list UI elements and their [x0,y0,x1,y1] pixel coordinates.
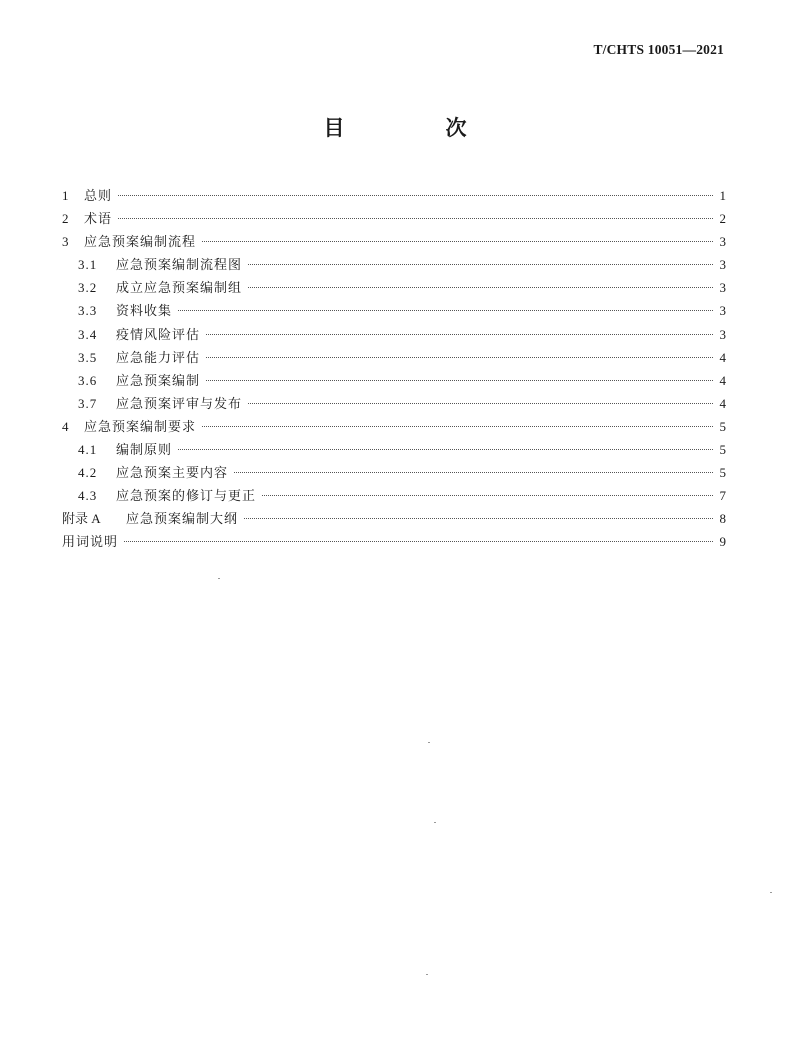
toc-entry-page: 3 [719,326,726,342]
toc-entry-title: 成立应急预案编制组 [116,281,243,297]
toc-entry-number: 3.3 [78,303,98,319]
toc-leader-dots [248,403,713,404]
toc-leader-dots [248,287,713,288]
toc-entry[interactable] [62,207,726,230]
toc-entry-page: 3 [719,303,726,319]
toc-entry-title: 应急预案编制 [116,373,201,389]
toc-entry-page: 5 [719,442,726,458]
toc-leader-dots [206,357,713,358]
toc-entry-title: 应急预案编制要求 [84,419,197,435]
toc-entry-page: 4 [719,349,726,365]
toc-leader-dots [178,449,713,450]
toc-entry-title: 术语 [84,212,113,228]
toc-entry-number: 3.7 [78,395,98,411]
table-of-contents [62,184,726,554]
document-code: T/CHTS 10051—2021 [593,42,724,57]
toc-leader-dots [206,334,713,335]
toc-entry-page: 2 [719,211,726,227]
toc-leader-dots [118,195,713,196]
toc-entry-number: 3.1 [78,257,98,273]
toc-entry-title: 应急能力评估 [116,350,201,366]
toc-entry[interactable] [62,230,726,253]
toc-entry[interactable] [62,392,726,415]
toc-entry-page: 4 [719,372,726,388]
toc-entry-title: 应急预案编制流程图 [116,258,243,274]
scan-speck [434,822,436,823]
toc-entry-page: 1 [719,188,726,203]
toc-entry-page: 5 [719,418,726,434]
toc-leader-dots [262,495,713,496]
toc-entry-number: 3.2 [78,280,98,296]
toc-entry-number: 4.2 [78,465,98,481]
toc-entry[interactable] [62,507,726,530]
toc-entry-title: 用词说明 [62,535,119,551]
toc-leader-dots [118,218,713,219]
toc-leader-dots [234,472,713,473]
toc-entry-page: 3 [719,280,726,296]
toc-leader-dots [202,241,713,242]
toc-leader-dots [178,310,713,311]
toc-entry-title: 编制原则 [116,443,173,459]
toc-entry-page: 8 [719,511,726,527]
toc-entry[interactable] [62,461,726,484]
toc-leader-dots [206,380,713,381]
toc-entry-number: 3.5 [78,349,98,365]
toc-leader-dots [124,541,713,542]
toc-entry[interactable] [62,276,726,299]
scan-speck [770,892,772,893]
toc-entry-title: 总则 [84,189,113,204]
toc-entry-number: 附录 A [62,511,101,527]
toc-entry[interactable] [62,253,726,276]
toc-entry[interactable] [62,530,726,553]
toc-entry-title: 应急预案编制流程 [84,235,197,251]
toc-entry[interactable] [62,299,726,322]
page-title: 目 次 [323,116,507,140]
toc-entry[interactable] [62,484,726,507]
toc-entry-number: 4 [62,418,69,434]
toc-entry-number: 1 [62,188,69,203]
scan-speck [426,974,428,975]
toc-entry-number: 4.3 [78,488,98,504]
toc-entry-number: 2 [62,211,69,227]
toc-entry[interactable] [62,415,726,438]
toc-entry-number: 4.1 [78,442,98,458]
toc-entry-title: 资料收集 [116,304,173,320]
toc-entry-title: 应急预案的修订与更正 [116,489,257,505]
toc-entry-page: 7 [719,488,726,504]
scan-speck [218,578,220,579]
toc-entry-title: 应急预案主要内容 [116,466,229,482]
toc-entry-page: 5 [719,465,726,481]
toc-entry-number: 3.4 [78,326,98,342]
toc-entry-page: 3 [719,234,726,250]
toc-leader-dots [202,426,713,427]
toc-entry[interactable] [62,323,726,346]
toc-entry-title: 应急预案编制大纲 [126,512,239,528]
toc-entry-number: 3 [62,234,69,250]
toc-entry[interactable] [62,438,726,461]
toc-entry-number: 3.6 [78,372,98,388]
toc-entry-title: 疫情风险评估 [116,327,201,343]
toc-leader-dots [248,264,713,265]
toc-entry-page: 9 [719,534,726,550]
toc-entry-title: 应急预案评审与发布 [116,396,243,412]
scan-speck [428,742,430,743]
toc-leader-dots [244,518,713,519]
toc-entry[interactable] [62,369,726,392]
toc-entry[interactable] [62,346,726,369]
toc-entry-page: 4 [719,395,726,411]
toc-entry[interactable] [62,184,726,207]
toc-entry-page: 3 [719,257,726,273]
